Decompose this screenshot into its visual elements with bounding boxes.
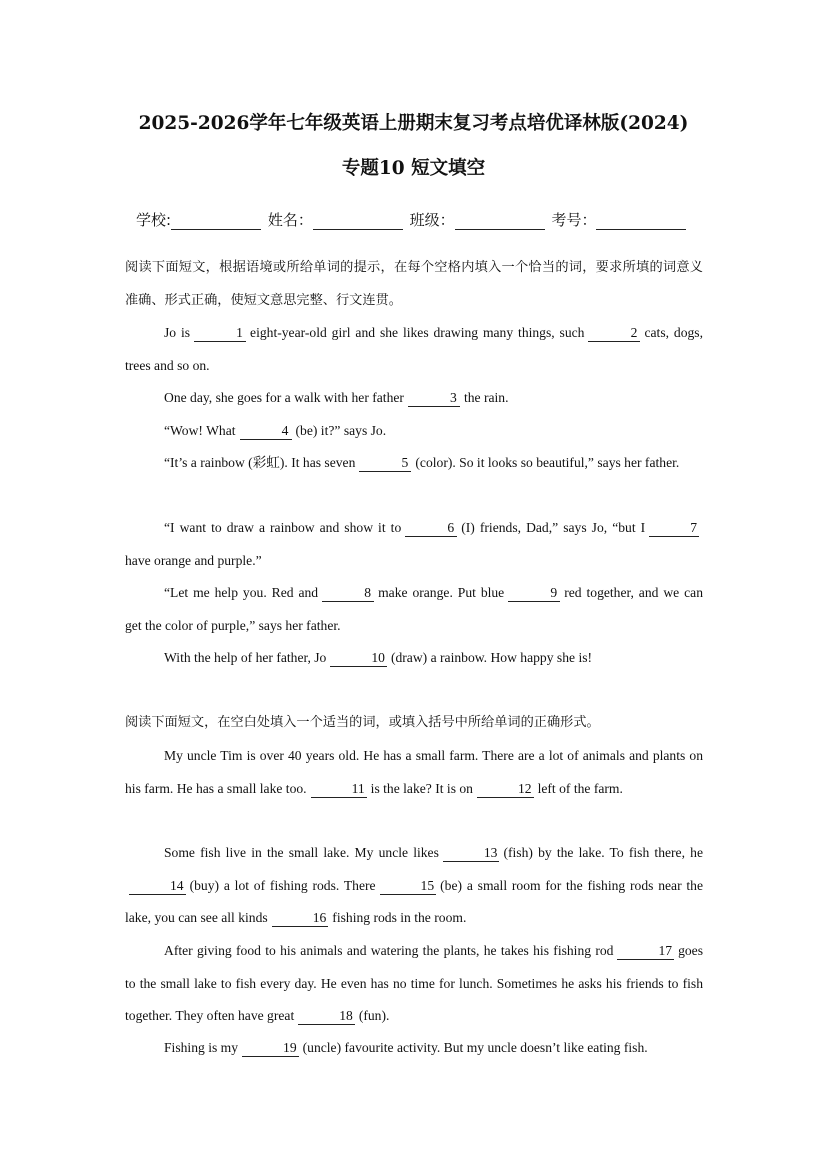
blank-1[interactable]: 1 bbox=[194, 325, 246, 342]
blank-14[interactable]: 14 bbox=[129, 878, 186, 895]
blank-9[interactable]: 9 bbox=[508, 585, 560, 602]
passage2-paragraph: Some fish live in the small lake. My uncle likes 13 (fish) by the lake. To fish there, he14 (buy) a lot of fishing rods. There 15 (be) a small room for the fishing rods near the lake, you can see all kinds 16 fishing rods in the room. bbox=[125, 845, 703, 926]
blank-8[interactable]: 8 bbox=[322, 585, 374, 602]
blank-4[interactable]: 4 bbox=[240, 423, 292, 440]
blank-2[interactable]: 2 bbox=[588, 325, 640, 342]
exam-number-label: 考号： bbox=[551, 211, 597, 229]
student-info-row bbox=[136, 209, 688, 230]
class-label: 班级： bbox=[409, 211, 455, 229]
blank-12[interactable]: 12 bbox=[477, 781, 534, 798]
document-title: 2025-2026学年七年级英语上册期末复习考点培优译林版(2024) bbox=[138, 113, 689, 134]
passage1-paragraph: “Wow! What 4 (be) it?” says Jo. bbox=[164, 423, 387, 438]
passage1-paragraph: Jo is 1 eight-year-old girl and she likes drawing many things, such 2 cats, dogs, trees and so on. bbox=[125, 325, 703, 373]
blank-5[interactable]: 5 bbox=[359, 455, 411, 472]
passage2-instruction: 阅读下面短文，在空白处填入一个适当的词，或填入括号中所给单词的正确形式。 bbox=[125, 715, 600, 730]
passage2-paragraph: My uncle Tim is over 40 years old. He has a small farm. There are a lot of animals and plants on his farm. He has a small lake too. 11 is the lake? It is on 12 left of the farm. bbox=[125, 748, 703, 796]
passage1-instruction: 阅读下面短文，根据语境或所给单词的提示，在每个空格内填入一个恰当的词，要求所填的词意义准确、形式正确，使短文意思完整、行文连贯。 bbox=[125, 260, 703, 308]
blank-16[interactable]: 16 bbox=[272, 910, 329, 927]
passage2-paragraph: After giving food to his animals and watering the plants, he takes his fishing rod 17 goes to the small lake to fish every day. He even has no time for lunch. Sometimes he asks his friends to fish together. They often have great 18 (fun). bbox=[125, 943, 703, 1024]
school-field[interactable] bbox=[171, 213, 261, 230]
passage1-paragraph: “It’s a rainbow (彩虹). It has seven 5 (color). So it looks so beautiful,” says her father. bbox=[164, 455, 680, 470]
document-subtitle: 专题10 短文填空 bbox=[341, 158, 486, 179]
blank-11[interactable]: 11 bbox=[311, 781, 367, 798]
blank-3[interactable]: 3 bbox=[408, 390, 460, 407]
passage1-paragraph: “Let me help you. Red and 8 make orange. Put blue 9 red together, and we can get the color of purple,” says her father. bbox=[125, 585, 703, 633]
blank-7[interactable]: 7 bbox=[649, 520, 699, 537]
name-field[interactable] bbox=[313, 213, 403, 230]
blank-17[interactable]: 17 bbox=[617, 943, 674, 960]
school-label: 学校: bbox=[136, 211, 172, 229]
passage2-paragraph: Fishing is my 19 (uncle) favourite activity. But my uncle doesn’t like eating fish. bbox=[164, 1040, 648, 1055]
blank-6[interactable]: 6 bbox=[405, 520, 457, 537]
exam-number-field[interactable] bbox=[596, 213, 686, 230]
class-field[interactable] bbox=[455, 213, 545, 230]
passage1-paragraph: “I want to draw a rainbow and show it to 6 (I) friends, Dad,” says Jo, “but I 7have orange and purple.” bbox=[125, 520, 697, 568]
name-label: 姓名： bbox=[267, 211, 313, 229]
passage1-paragraph: One day, she goes for a walk with her father 3 the rain. bbox=[164, 390, 509, 405]
blank-13[interactable]: 13 bbox=[443, 845, 500, 862]
blank-10[interactable]: 10 bbox=[330, 650, 387, 667]
passage1-paragraph: With the help of her father, Jo 10 (draw) a rainbow. How happy she is! bbox=[164, 650, 593, 665]
blank-19[interactable]: 19 bbox=[242, 1040, 299, 1057]
blank-15[interactable]: 15 bbox=[380, 878, 437, 895]
blank-18[interactable]: 18 bbox=[298, 1008, 355, 1025]
